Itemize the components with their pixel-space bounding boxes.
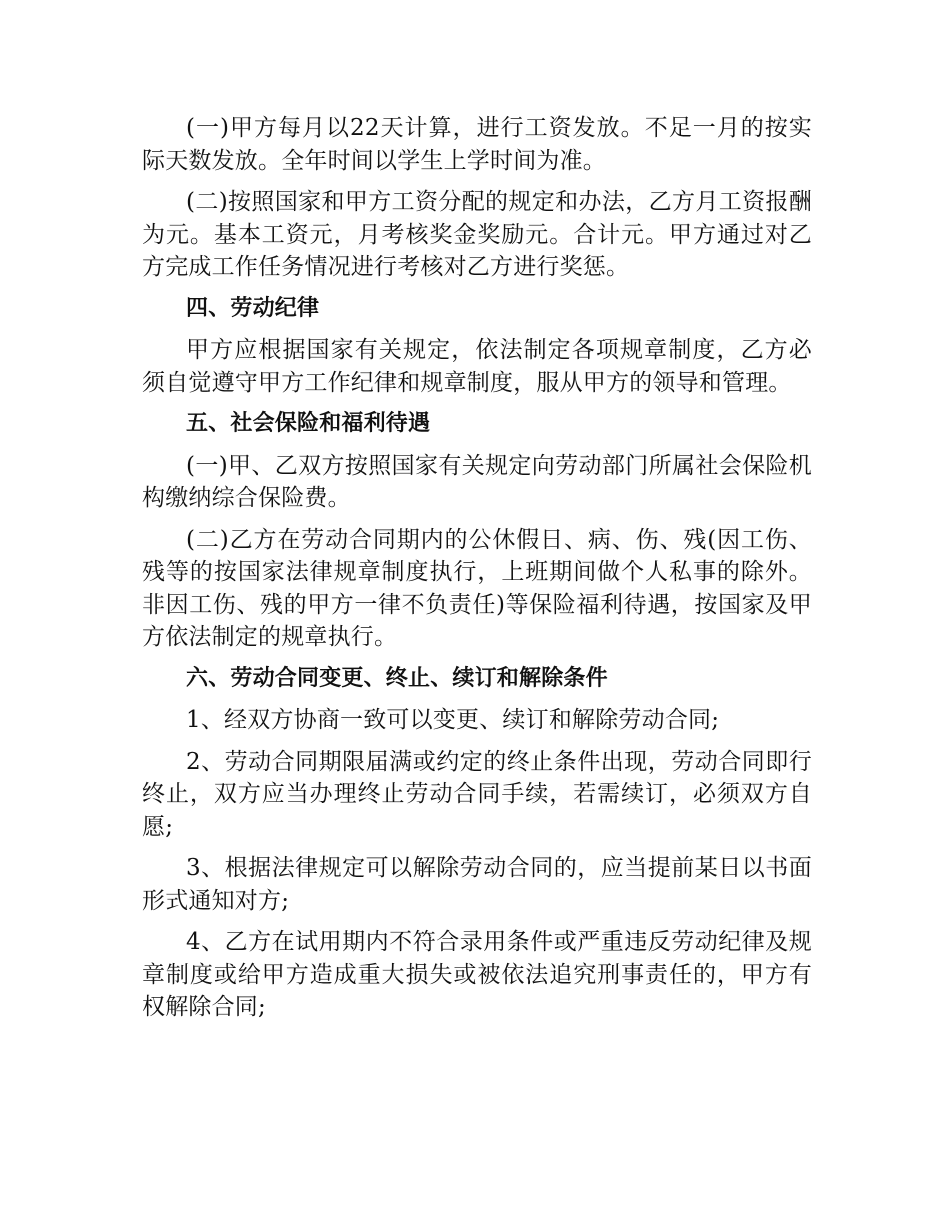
paragraph-clause-3: 3、根据法律规定可以解除劳动合同的，应当提前某日以书面形式通知对方;	[142, 855, 812, 914]
paragraph-wage-remuneration: (二)按照国家和甲方工资分配的规定和办法，乙方月工资报酬为元。基本工资元，月考核奖金奖励元。合计元。甲方通过对乙方完成工作任务情况进行考核对乙方进行奖惩。	[142, 189, 812, 280]
paragraph-welfare-benefits: (二)乙方在劳动合同期内的公休假日、病、伤、残(因工伤、残等的按国家法律规章制度执行，上班期间做个人私事的除外。非因工伤、残的甲方一律不负责任)等保险福利待遇，按国家及甲方依法制定的规章执行。	[142, 526, 812, 650]
paragraph-wage-calculation: (一)甲方每月以22天计算，进行工资发放。不足一月的按实际天数发放。全年时间以学生上学时间为准。	[142, 115, 812, 174]
paragraph-insurance-payment: (一)甲、乙双方按照国家有关规定向劳动部门所属社会保险机构缴纳综合保险费。	[142, 452, 812, 511]
paragraph-clause-4: 4、乙方在试用期内不符合录用条件或严重违反劳动纪律及规章制度或给甲方造成重大损失或被依法追究刑事责任的，甲方有权解除合同;	[142, 929, 812, 1020]
paragraph-clause-2: 2、劳动合同期限届满或约定的终止条件出现，劳动合同即行终止，双方应当办理终止劳动合同手续，若需续订，必须双方自愿;	[142, 748, 812, 840]
paragraph-rules-compliance: 甲方应根据国家有关规定，依法制定各项规章制度，乙方必须自觉遵守甲方工作纪律和规章制度，服从甲方的领导和管理。	[142, 337, 812, 396]
document-body	[142, 112, 812, 1033]
heading-social-insurance: 五、社会保险和福利待遇	[186, 411, 431, 436]
heading-labor-discipline: 四、劳动纪律	[186, 295, 320, 321]
heading-contract-changes: 六、劳动合同变更、终止、续订和解除条件	[186, 665, 608, 691]
paragraph-clause-1: 1、经双方协商一致可以变更、续订和解除劳动合同;	[186, 707, 720, 733]
